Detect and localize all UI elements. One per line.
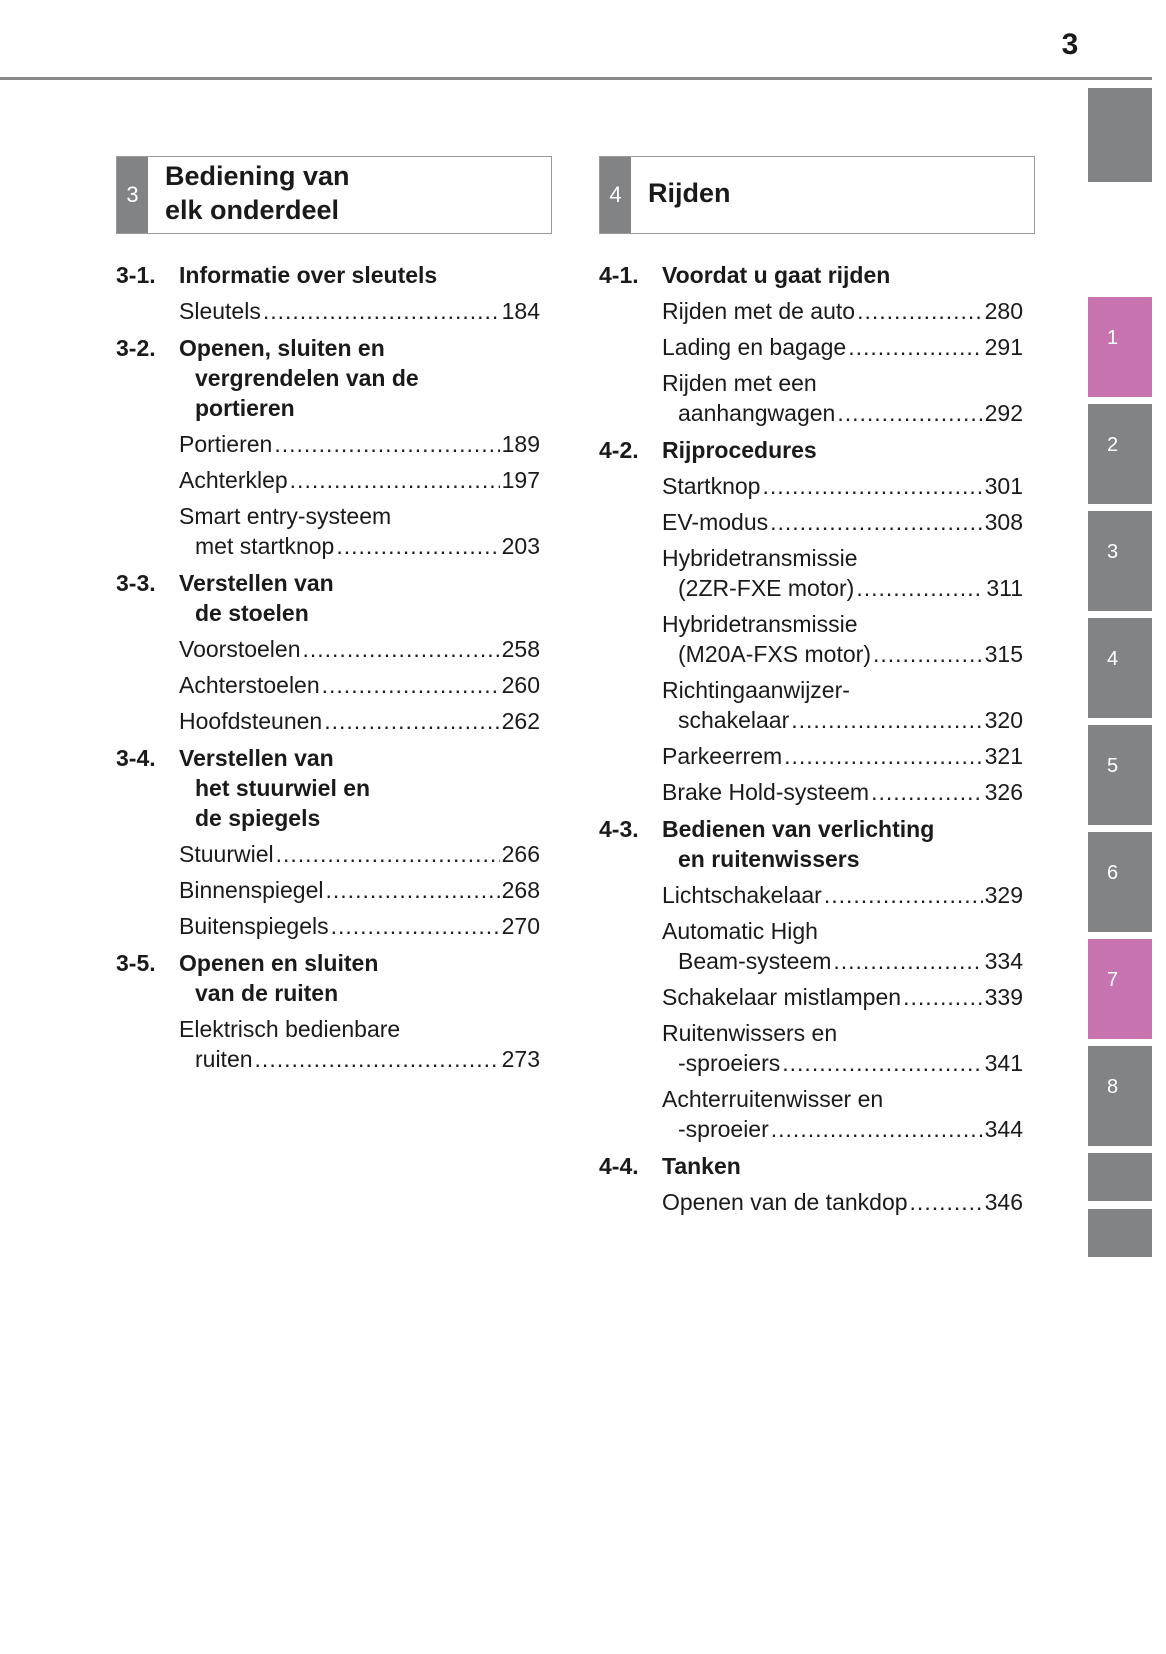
page-ref: 344 xyxy=(984,1116,1023,1142)
toc-entry[interactable] xyxy=(179,501,540,561)
section-title xyxy=(179,568,546,628)
dot-leader xyxy=(833,946,982,976)
entry-text: Openen van de tankdop xyxy=(662,1189,908,1215)
dot-leader xyxy=(771,1114,983,1144)
toc-entry[interactable] xyxy=(662,675,1023,735)
dot-leader xyxy=(326,875,500,905)
section-title xyxy=(179,948,546,1008)
chapter-tab-3[interactable] xyxy=(1088,511,1152,611)
dot-leader xyxy=(274,429,499,459)
entry-text: Schakelaar mistlampen xyxy=(662,984,902,1010)
toc-entry[interactable] xyxy=(179,1014,540,1074)
toc-entry[interactable] xyxy=(179,634,540,664)
chapter-tab-blank[interactable] xyxy=(1088,1153,1152,1201)
entry-text: Parkeerrem xyxy=(662,743,783,769)
entry-text: Achterklep xyxy=(179,467,288,493)
page-ref: 189 xyxy=(501,431,540,457)
toc-entry[interactable] xyxy=(662,296,1023,326)
toc-entry[interactable] xyxy=(179,706,540,736)
section-number: 4-2. xyxy=(599,437,639,463)
entry-text: Voorstoelen xyxy=(179,636,301,662)
dot-leader xyxy=(910,1187,983,1217)
chapter-tab-label: 8 xyxy=(1107,1076,1119,1098)
entry-text: ruiten xyxy=(195,1046,253,1072)
section-number: 3-2. xyxy=(116,335,156,361)
entry-text: Hybridetransmissie xyxy=(662,611,858,637)
dot-leader xyxy=(873,639,983,669)
page-ref: 346 xyxy=(984,1189,1023,1215)
page-ref: 258 xyxy=(501,636,540,662)
section-title-line: het stuurwiel en xyxy=(195,775,371,801)
section-title-line: Verstellen van xyxy=(179,745,334,771)
chapter-tab-label: 1 xyxy=(1107,327,1119,349)
section-title xyxy=(662,260,1029,290)
section-title-line: en ruitenwissers xyxy=(678,846,860,872)
section-heading xyxy=(599,435,1029,465)
entry-text: -sproeiers xyxy=(678,1050,781,1076)
page-ref: 311 xyxy=(986,575,1023,601)
toc-column-chapter-4 xyxy=(599,260,1029,1217)
dot-leader xyxy=(324,706,499,736)
chapter-tab-6[interactable] xyxy=(1088,832,1152,932)
dot-leader xyxy=(322,670,500,700)
page-ref: 270 xyxy=(501,913,540,939)
toc-entry[interactable] xyxy=(179,839,540,869)
entry-text: Richtingaanwijzer- xyxy=(662,677,850,703)
entry-text: schakelaar xyxy=(678,707,790,733)
section-title-line: de stoelen xyxy=(195,600,309,626)
section-title-line: Verstellen van xyxy=(179,570,334,596)
entry-text: (2ZR-FXE motor) xyxy=(678,575,855,601)
page-ref: 268 xyxy=(501,877,540,903)
toc-entry[interactable] xyxy=(179,429,540,459)
chapter-tab-1[interactable] xyxy=(1088,297,1152,397)
page-number: 3 xyxy=(1061,28,1079,61)
section-title-line: Rijprocedures xyxy=(662,437,817,463)
section-number: 4-4. xyxy=(599,1153,639,1179)
page-ref: 266 xyxy=(501,841,540,867)
entry-text: Buitenspiegels xyxy=(179,913,329,939)
entry-text: Lading en bagage xyxy=(662,334,847,360)
dot-leader xyxy=(837,398,982,428)
page-ref: 262 xyxy=(501,708,540,734)
section-heading xyxy=(116,743,546,833)
toc-entry[interactable] xyxy=(662,1084,1023,1144)
page-ref: 301 xyxy=(984,473,1023,499)
section-title xyxy=(662,814,1029,874)
chapter-tab-5[interactable] xyxy=(1088,725,1152,825)
dot-leader xyxy=(784,741,982,771)
page-ref: 320 xyxy=(984,707,1023,733)
section-title-line: Bedienen van verlichting xyxy=(662,816,935,842)
dot-leader xyxy=(903,982,983,1012)
page-ref: 203 xyxy=(501,533,540,559)
entry-text: met startknop xyxy=(195,533,335,559)
toc-entry[interactable] xyxy=(662,543,1023,603)
toc-entry[interactable] xyxy=(662,507,1023,537)
entry-text: Brake Hold-systeem xyxy=(662,779,870,805)
toc-entry[interactable] xyxy=(662,1018,1023,1078)
chapter-tab-4[interactable] xyxy=(1088,618,1152,718)
toc-entry[interactable] xyxy=(662,471,1023,501)
entry-text: Stuurwiel xyxy=(179,841,274,867)
chapter-tab-7[interactable] xyxy=(1088,939,1152,1039)
section-heading xyxy=(599,814,1029,874)
dot-leader xyxy=(871,777,983,807)
toc-column-chapter-3 xyxy=(116,260,546,1074)
page-ref: 291 xyxy=(984,334,1023,360)
section-heading xyxy=(116,568,546,628)
section-title-line: Tanken xyxy=(662,1153,741,1179)
chapter-header-4 xyxy=(599,156,1035,234)
section-heading xyxy=(116,333,546,423)
page-ref: 184 xyxy=(501,298,540,324)
section-title xyxy=(662,1151,1029,1181)
dot-leader xyxy=(263,296,500,326)
page-ref: 315 xyxy=(984,641,1023,667)
section-heading xyxy=(599,1151,1029,1181)
dot-leader xyxy=(336,531,499,561)
entry-text: Startknop xyxy=(662,473,761,499)
toc-entry[interactable] xyxy=(662,332,1023,362)
toc-entry[interactable] xyxy=(179,296,540,326)
toc-entry[interactable] xyxy=(662,777,1023,807)
page-ref: 280 xyxy=(984,298,1023,324)
toc-entry[interactable] xyxy=(662,880,1023,910)
toc-entry[interactable] xyxy=(662,368,1023,428)
chapter-tab-8[interactable] xyxy=(1088,1046,1152,1146)
toc-entry[interactable] xyxy=(662,916,1023,976)
chapter-tab-label: 3 xyxy=(1107,541,1119,563)
dot-leader xyxy=(782,1048,982,1078)
page-ref: 334 xyxy=(984,948,1023,974)
chapter-tab-blank[interactable] xyxy=(1088,1209,1152,1257)
dot-leader xyxy=(856,573,984,603)
section-title-line: van de ruiten xyxy=(195,980,339,1006)
dot-leader xyxy=(331,911,500,941)
dot-leader xyxy=(302,634,499,664)
section-heading xyxy=(599,260,1029,290)
entry-text: Portieren xyxy=(179,431,273,457)
chapter-header-3 xyxy=(116,156,552,234)
toc-entry[interactable] xyxy=(179,670,540,700)
chapter-tab-2[interactable] xyxy=(1088,404,1152,504)
entry-text: Achterstoelen xyxy=(179,672,320,698)
entry-text: aanhangwagen xyxy=(678,400,836,426)
dot-leader xyxy=(857,296,983,326)
chapter-tab-label: 5 xyxy=(1107,755,1119,777)
dot-leader xyxy=(276,839,500,869)
section-number: 3-3. xyxy=(116,570,156,596)
page-ref: 321 xyxy=(984,743,1023,769)
toc-entry[interactable] xyxy=(179,875,540,905)
toc-entry[interactable] xyxy=(662,609,1023,669)
entry-text: EV-modus xyxy=(662,509,769,535)
dot-leader xyxy=(824,880,983,910)
entry-text: Beam-systeem xyxy=(678,948,832,974)
section-title-line: Openen en sluiten xyxy=(179,950,379,976)
section-number: 3-4. xyxy=(116,745,156,771)
header-rule xyxy=(0,77,1152,80)
page-ref: 329 xyxy=(984,882,1023,908)
dot-leader xyxy=(255,1044,500,1074)
entry-text: Hybridetransmissie xyxy=(662,545,858,571)
entry-text: Automatic High xyxy=(662,918,818,944)
entry-text: Smart entry-systeem xyxy=(179,503,392,529)
chapter-title: Bediening van elk onderdeel xyxy=(165,161,350,225)
dot-leader xyxy=(762,471,982,501)
toc-entry[interactable] xyxy=(662,1187,1023,1217)
page-ref: 292 xyxy=(984,400,1023,426)
section-title-line: vergrendelen van de xyxy=(195,365,419,391)
section-heading xyxy=(116,260,546,290)
dot-leader xyxy=(770,507,983,537)
chapter-tab-label: 6 xyxy=(1107,862,1119,884)
dot-leader xyxy=(290,465,500,495)
chapter-tab-label: 2 xyxy=(1107,434,1119,456)
section-title xyxy=(662,435,1029,465)
section-number: 4-3. xyxy=(599,816,639,842)
entry-text: Achterruitenwisser en xyxy=(662,1086,884,1112)
entry-text: Rijden met de auto xyxy=(662,298,856,324)
dot-leader xyxy=(848,332,982,362)
toc-entry[interactable] xyxy=(179,911,540,941)
page-ref: 197 xyxy=(501,467,540,493)
toc-entry[interactable] xyxy=(662,741,1023,771)
section-title-line: Voordat u gaat rijden xyxy=(662,262,891,288)
section-title-line: portieren xyxy=(195,395,295,421)
page-ref: 260 xyxy=(501,672,540,698)
toc-entry[interactable] xyxy=(662,982,1023,1012)
section-number: 4-1. xyxy=(599,262,639,288)
entry-text: Ruitenwissers en xyxy=(662,1020,838,1046)
section-title xyxy=(179,743,546,833)
page-ref: 339 xyxy=(984,984,1023,1010)
chapter-number: 4 xyxy=(600,157,631,233)
chapter-tab-blank[interactable] xyxy=(1088,88,1152,182)
entry-text: Binnenspiegel xyxy=(179,877,324,903)
section-number: 3-1. xyxy=(116,262,156,288)
chapter-tab-label: 4 xyxy=(1107,648,1119,670)
section-title-line: Openen, sluiten en xyxy=(179,335,385,361)
entry-text: (M20A-FXS motor) xyxy=(678,641,871,667)
page-ref: 308 xyxy=(984,509,1023,535)
section-title xyxy=(179,333,546,423)
page-ref: 273 xyxy=(501,1046,540,1072)
entry-text: Rijden met een xyxy=(662,370,817,396)
entry-text: Elektrisch bedienbare xyxy=(179,1016,401,1042)
section-number: 3-5. xyxy=(116,950,156,976)
chapter-number: 3 xyxy=(117,157,148,233)
page-ref: 341 xyxy=(984,1050,1023,1076)
entry-text: Hoofdsteunen xyxy=(179,708,323,734)
page-ref: 326 xyxy=(984,779,1023,805)
toc-entry[interactable] xyxy=(179,465,540,495)
chapter-title: Rijden xyxy=(648,178,731,208)
dot-leader xyxy=(791,705,982,735)
entry-text: Lichtschakelaar xyxy=(662,882,822,908)
entry-text: Sleutels xyxy=(179,298,261,324)
section-title-line: Informatie over sleutels xyxy=(179,262,438,288)
section-title-line: de spiegels xyxy=(195,805,321,831)
entry-text: -sproeier xyxy=(678,1116,769,1142)
section-heading xyxy=(116,948,546,1008)
section-title xyxy=(179,260,546,290)
chapter-tab-label: 7 xyxy=(1107,969,1119,991)
